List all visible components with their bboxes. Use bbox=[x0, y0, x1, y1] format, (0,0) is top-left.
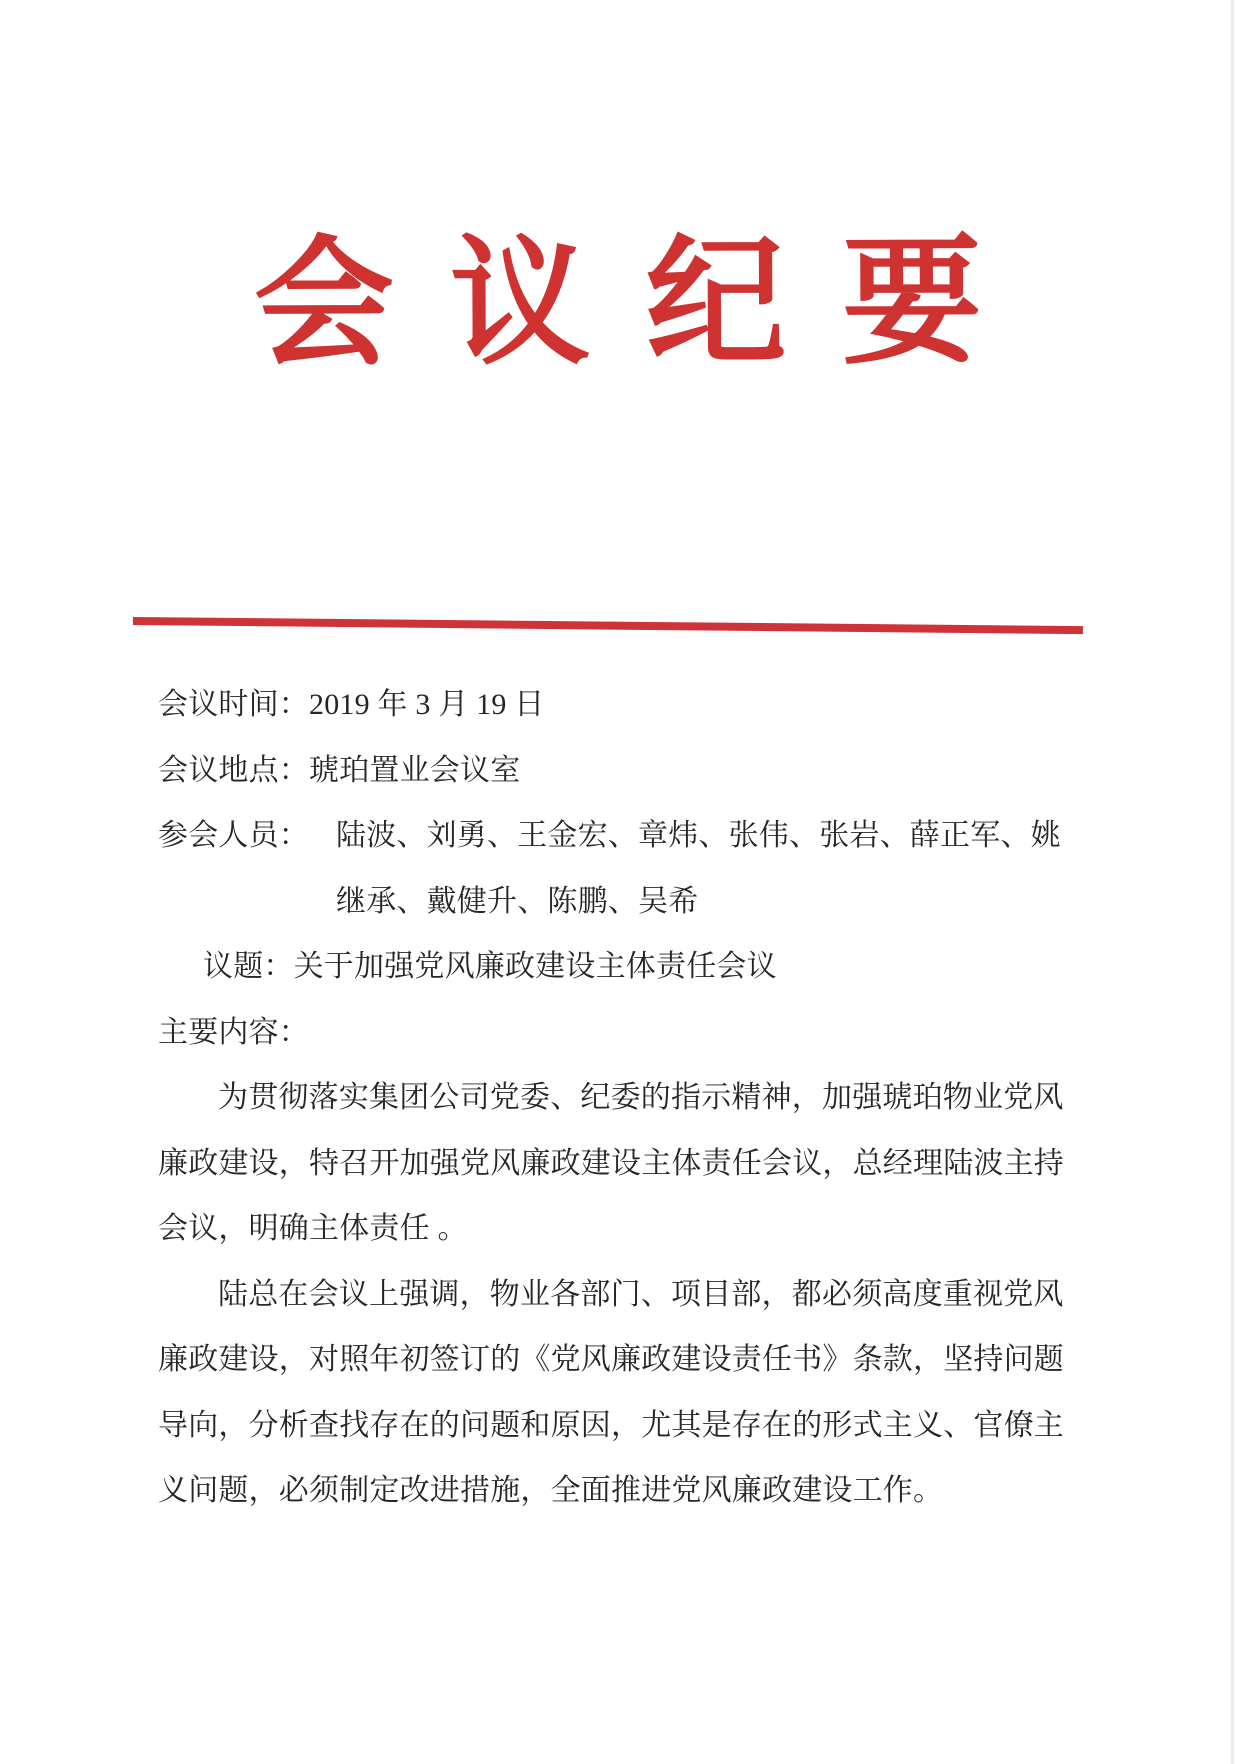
meeting-place-label: 会议地点： bbox=[158, 753, 309, 787]
paragraph2-line2 bbox=[158, 1327, 1078, 1393]
meeting-time-row bbox=[158, 672, 1078, 738]
paragraph1-line3-text: 会议，明确主体责任 。 bbox=[158, 1212, 468, 1245]
document-title: 会议纪要 bbox=[253, 225, 1039, 384]
meeting-time-label: 会议时间： bbox=[158, 688, 309, 721]
meeting-place-value: 琥珀置业会议室 bbox=[309, 753, 521, 787]
paragraph2-line4-text: 义问题，必须制定改进措施，全面推进党风廉政建设工作。 bbox=[158, 1474, 944, 1507]
attendees-row-continued bbox=[158, 869, 1078, 935]
paragraph1-line3 bbox=[158, 1196, 1078, 1262]
paragraph1-line1-text: 为贯彻落实集团公司党委、纪委的指示精神，加强琥珀物业党风 bbox=[218, 1081, 1064, 1114]
topic-label: 议题： bbox=[203, 950, 294, 983]
paragraph2-line3 bbox=[158, 1393, 1078, 1459]
paragraph1-line2 bbox=[158, 1131, 1078, 1197]
content-heading-label: 主要内容： bbox=[158, 1015, 309, 1049]
paragraph2-line1 bbox=[158, 1262, 1078, 1328]
paragraph2-line4 bbox=[158, 1458, 1078, 1524]
paragraph2-line3-text: 导向，分析查找存在的问题和原因，尤其是存在的形式主义、官僚主 bbox=[158, 1408, 1064, 1442]
paragraph2-line2-text: 廉政建设，对照年初签订的《党风廉政建设责任书》条款，坚持问题 bbox=[158, 1343, 1064, 1376]
attendees-names-line2: 继承、戴健升、陈鹏、吴希 bbox=[336, 884, 699, 918]
attendees-row bbox=[158, 803, 1078, 869]
topic-value: 关于加强党风廉政建设主体责任会议 bbox=[293, 950, 777, 983]
attendees-names-line1: 陆波、刘勇、王金宏、章炜、张伟、张岩、薛正军、姚 bbox=[336, 819, 1061, 852]
red-divider-line bbox=[133, 617, 1083, 634]
attendees-label: 参会人员： bbox=[158, 819, 309, 852]
paragraph1-line2-text: 廉政建设，特召开加强党风廉政建设主体责任会议，总经理陆波主持 bbox=[158, 1146, 1064, 1180]
meeting-time-value: 2019 年 3 月 19 日 bbox=[309, 688, 545, 721]
document-body bbox=[158, 672, 1078, 1524]
paragraph1-line1 bbox=[158, 1065, 1078, 1131]
topic-row bbox=[158, 934, 1078, 1000]
meeting-place-row bbox=[158, 738, 1078, 804]
paragraph2-line1-text: 陆总在会议上强调，物业各部门、项目部，都必须高度重视党风 bbox=[218, 1277, 1064, 1311]
content-heading bbox=[158, 1000, 1078, 1066]
